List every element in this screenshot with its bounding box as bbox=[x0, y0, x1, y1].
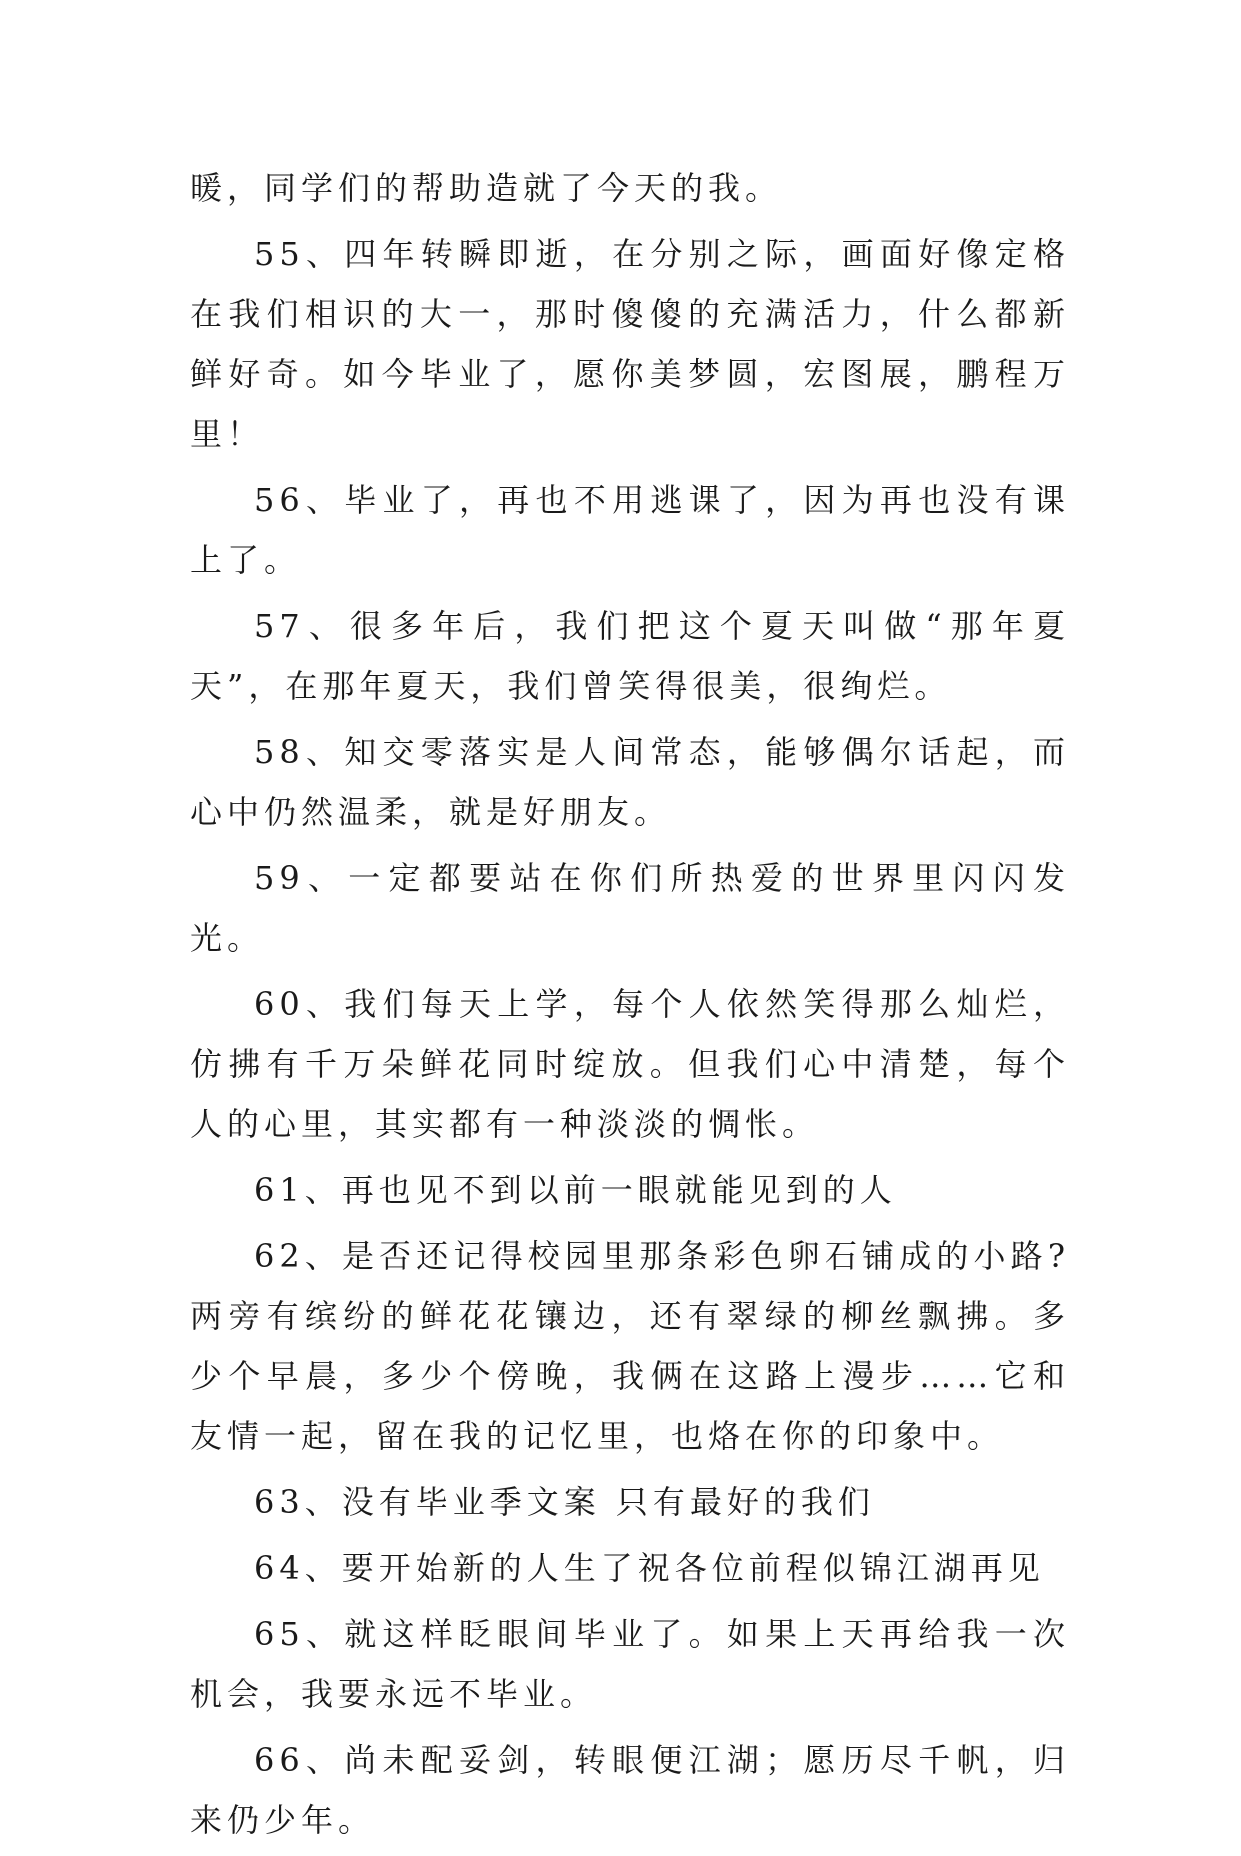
paragraph-60: 60、我们每天上学，每个人依然笑得那么灿烂，仿拂有千万朵鲜花同时绽放。但我们心中清楚，每个人的心里，其实都有一种淡淡的惆怅。 bbox=[190, 985, 1070, 1143]
paragraph-66: 66、尚未配妥剑，转眼便江湖；愿历尽千帆，归来仍少年。 bbox=[190, 1741, 1070, 1839]
paragraph-57: 57、很多年后，我们把这个夏天叫做“那年夏天”，在那年夏天，我们曾笑得很美，很绚烂。 bbox=[190, 607, 1070, 705]
paragraph-59: 59、一定都要站在你们所热爱的世界里闪闪发光。 bbox=[190, 859, 1070, 957]
paragraph-63: 63、没有毕业季文案 只有最好的我们 bbox=[254, 1483, 875, 1521]
paragraph-62: 62、是否还记得校园里那条彩色卵石铺成的小路?两旁有缤纷的鲜花花镶边，还有翠绿的柳丝飘拂。多少个早晨，多少个傍晚，我俩在这路上漫步……它和友情一起，留在我的记忆里，也烙在你的印象中。 bbox=[190, 1237, 1070, 1455]
paragraph-65: 65、就这样眨眼间毕业了。如果上天再给我一次机会，我要永远不毕业。 bbox=[190, 1615, 1070, 1713]
paragraph-64: 64、要开始新的人生了祝各位前程似锦江湖再见 bbox=[254, 1549, 1045, 1587]
paragraph-58: 58、知交零落实是人间常态，能够偶尔话起，而心中仍然温柔，就是好朋友。 bbox=[190, 733, 1070, 831]
paragraph-continuation: 暖，同学们的帮助造就了今天的我。 bbox=[190, 169, 783, 207]
paragraph-61: 61、再也见不到以前一眼就能见到的人 bbox=[254, 1171, 897, 1209]
paragraph-55: 55、四年转瞬即逝，在分别之际，画面好像定格在我们相识的大一，那时傻傻的充满活力，什么都新鲜好奇。如今毕业了，愿你美梦圆，宏图展，鹏程万里！ bbox=[190, 235, 1070, 453]
paragraph-56: 56、毕业了，再也不用逃课了，因为再也没有课上了。 bbox=[190, 481, 1070, 579]
document-body bbox=[190, 158, 1070, 1856]
